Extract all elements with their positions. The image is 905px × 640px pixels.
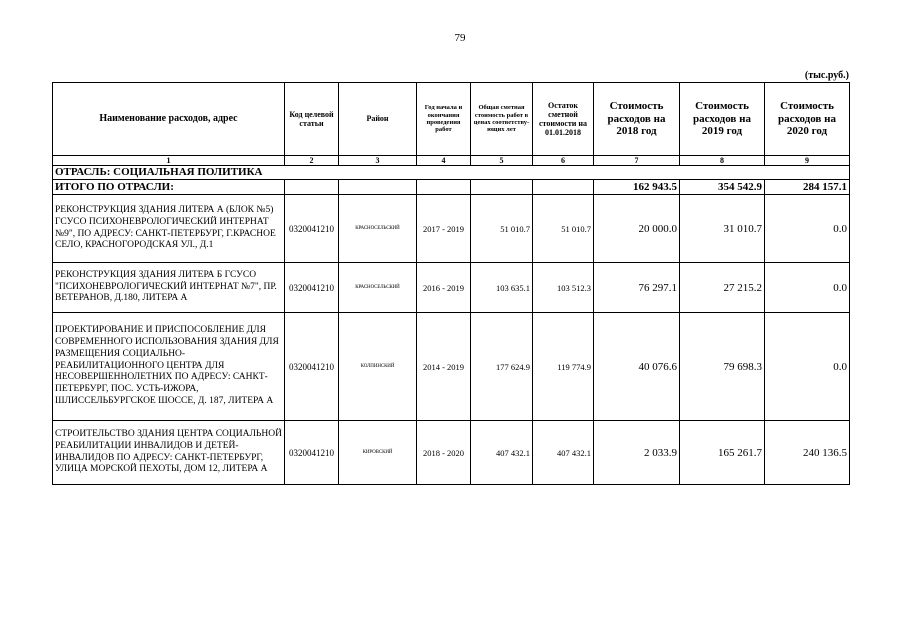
row-cost-2018: 76 297.1 xyxy=(594,263,680,313)
column-number-row xyxy=(53,156,850,166)
header-cost-2020: Стоимость расходов на 2020 год xyxy=(765,83,850,156)
row-years: 2017 - 2019 xyxy=(417,195,471,263)
row-remaining: 119 774.9 xyxy=(533,313,594,421)
total-years-cell xyxy=(417,180,471,195)
total-remaining-cell xyxy=(533,180,594,195)
total-code-cell xyxy=(285,180,339,195)
row-remaining: 51 010.7 xyxy=(533,195,594,263)
row-cost-2018: 40 076.6 xyxy=(594,313,680,421)
row-years: 2018 - 2020 xyxy=(417,421,471,485)
unit-label: (тыс.руб.) xyxy=(804,70,849,81)
row-name: ПРОЕКТИРОВАНИЕ И ПРИСПОСОБЛЕНИЕ ДЛЯ СОВРЕМЕННОГО ИСПОЛЬЗОВАНИЯ ЗДАНИЯ ДЛЯ РАЗМЕЩЕНИЯ СОЦИАЛЬНО-РЕАБИЛИТАЦИОННОГО ЦЕНТРА ДЛЯ НЕСОВЕРШЕННОЛЕТНИХ ПО АДРЕСУ: САНКТ-ПЕТЕРБУРГ, ПОС. УСТЬ-ИЖОРА, ШЛИССЕЛЬБУРГСКОЕ ШОССЕ, Д. 187, ЛИТЕРА А xyxy=(53,313,285,421)
sector-label: ОТРАСЛЬ: СОЦИАЛЬНАЯ ПОЛИТИКА xyxy=(53,166,850,180)
row-cost-2020: 0.0 xyxy=(765,263,850,313)
total-cost-2018: 162 943.5 xyxy=(594,180,680,195)
total-label: ИТОГО ПО ОТРАСЛИ: xyxy=(53,180,285,195)
column-number: 1 xyxy=(53,156,285,166)
header-total-cost: Общая сметная стоимость работ в ценах соответству-ющих лет xyxy=(471,83,533,156)
row-code: 0320041210 xyxy=(285,313,339,421)
total-cost-cell xyxy=(471,180,533,195)
table-row xyxy=(53,195,850,263)
row-code: 0320041210 xyxy=(285,263,339,313)
column-number: 9 xyxy=(765,156,850,166)
row-cost-2018: 2 033.9 xyxy=(594,421,680,485)
column-number: 7 xyxy=(594,156,680,166)
table-row xyxy=(53,263,850,313)
budget-table xyxy=(52,82,850,485)
header-years: Год начала и окончания проведения работ xyxy=(417,83,471,156)
header-cost-2019: Стоимость расходов на 2019 год xyxy=(680,83,765,156)
column-number: 8 xyxy=(680,156,765,166)
total-cost-2020: 284 157.1 xyxy=(765,180,850,195)
header-name: Наименование расходов, адрес xyxy=(53,83,285,156)
header-cost-2018: Стоимость расходов на 2018 год xyxy=(594,83,680,156)
row-name: РЕКОНСТРУКЦИЯ ЗДАНИЯ ЛИТЕРА Б ГСУСО "ПСИХОНЕВРОЛОГИЧЕСКИЙ ИНТЕРНАТ №7", ПР. ВЕТЕРАНОВ, Д.180, ЛИТЕРА А xyxy=(53,263,285,313)
row-cost-2019: 165 261.7 xyxy=(680,421,765,485)
column-number: 5 xyxy=(471,156,533,166)
page-number: 79 xyxy=(454,32,466,44)
row-cost-2019: 31 010.7 xyxy=(680,195,765,263)
row-total-cost: 177 624.9 xyxy=(471,313,533,421)
table-row xyxy=(53,421,850,485)
header-code: Код целевой статьи xyxy=(285,83,339,156)
column-number: 4 xyxy=(417,156,471,166)
row-years: 2014 - 2019 xyxy=(417,313,471,421)
row-cost-2020: 240 136.5 xyxy=(765,421,850,485)
total-row xyxy=(53,180,850,195)
total-cost-2019: 354 542.9 xyxy=(680,180,765,195)
row-total-cost: 407 432.1 xyxy=(471,421,533,485)
header-remaining: Остаток сметной стоимости на 01.01.2018 xyxy=(533,83,594,156)
header-district: Район xyxy=(339,83,417,156)
column-number: 2 xyxy=(285,156,339,166)
row-total-cost: 103 635.1 xyxy=(471,263,533,313)
column-number: 6 xyxy=(533,156,594,166)
row-code: 0320041210 xyxy=(285,421,339,485)
row-remaining: 407 432.1 xyxy=(533,421,594,485)
row-cost-2020: 0.0 xyxy=(765,313,850,421)
table-row xyxy=(53,313,850,421)
row-district: КРАСНОСЕЛЬСКИЙ xyxy=(339,195,417,263)
row-total-cost: 51 010.7 xyxy=(471,195,533,263)
row-cost-2019: 79 698.3 xyxy=(680,313,765,421)
sector-row xyxy=(53,166,850,180)
row-cost-2018: 20 000.0 xyxy=(594,195,680,263)
row-cost-2019: 27 215.2 xyxy=(680,263,765,313)
row-district: КРАСНОСЕЛЬСКИЙ xyxy=(339,263,417,313)
header-row xyxy=(53,83,850,156)
row-name: СТРОИТЕЛЬСТВО ЗДАНИЯ ЦЕНТРА СОЦИАЛЬНОЙ РЕАБИЛИТАЦИИ ИНВАЛИДОВ И ДЕТЕЙ-ИНВАЛИДОВ ПО АДРЕСУ: САНКТ-ПЕТЕРБУРГ, УЛИЦА МОРСКОЙ ПЕХОТЫ, ДОМ 12, ЛИТЕРА А xyxy=(53,421,285,485)
row-years: 2016 - 2019 xyxy=(417,263,471,313)
row-cost-2020: 0.0 xyxy=(765,195,850,263)
row-district: КИРОВСКИЙ xyxy=(339,421,417,485)
row-district: КОЛПИНСКИЙ xyxy=(339,313,417,421)
column-number: 3 xyxy=(339,156,417,166)
row-remaining: 103 512.3 xyxy=(533,263,594,313)
row-name: РЕКОНСТРУКЦИЯ ЗДАНИЯ ЛИТЕРА А (БЛОК №5) ГСУСО ПСИХОНЕВРОЛОГИЧЕСКИЙ ИНТЕРНАТ №9", ПО АДРЕСУ: САНКТ-ПЕТЕРБУРГ, Г.КРАСНОЕ СЕЛО, КРАСНОГОРОДСКАЯ УЛ., Д.1 xyxy=(53,195,285,263)
total-district-cell xyxy=(339,180,417,195)
row-code: 0320041210 xyxy=(285,195,339,263)
